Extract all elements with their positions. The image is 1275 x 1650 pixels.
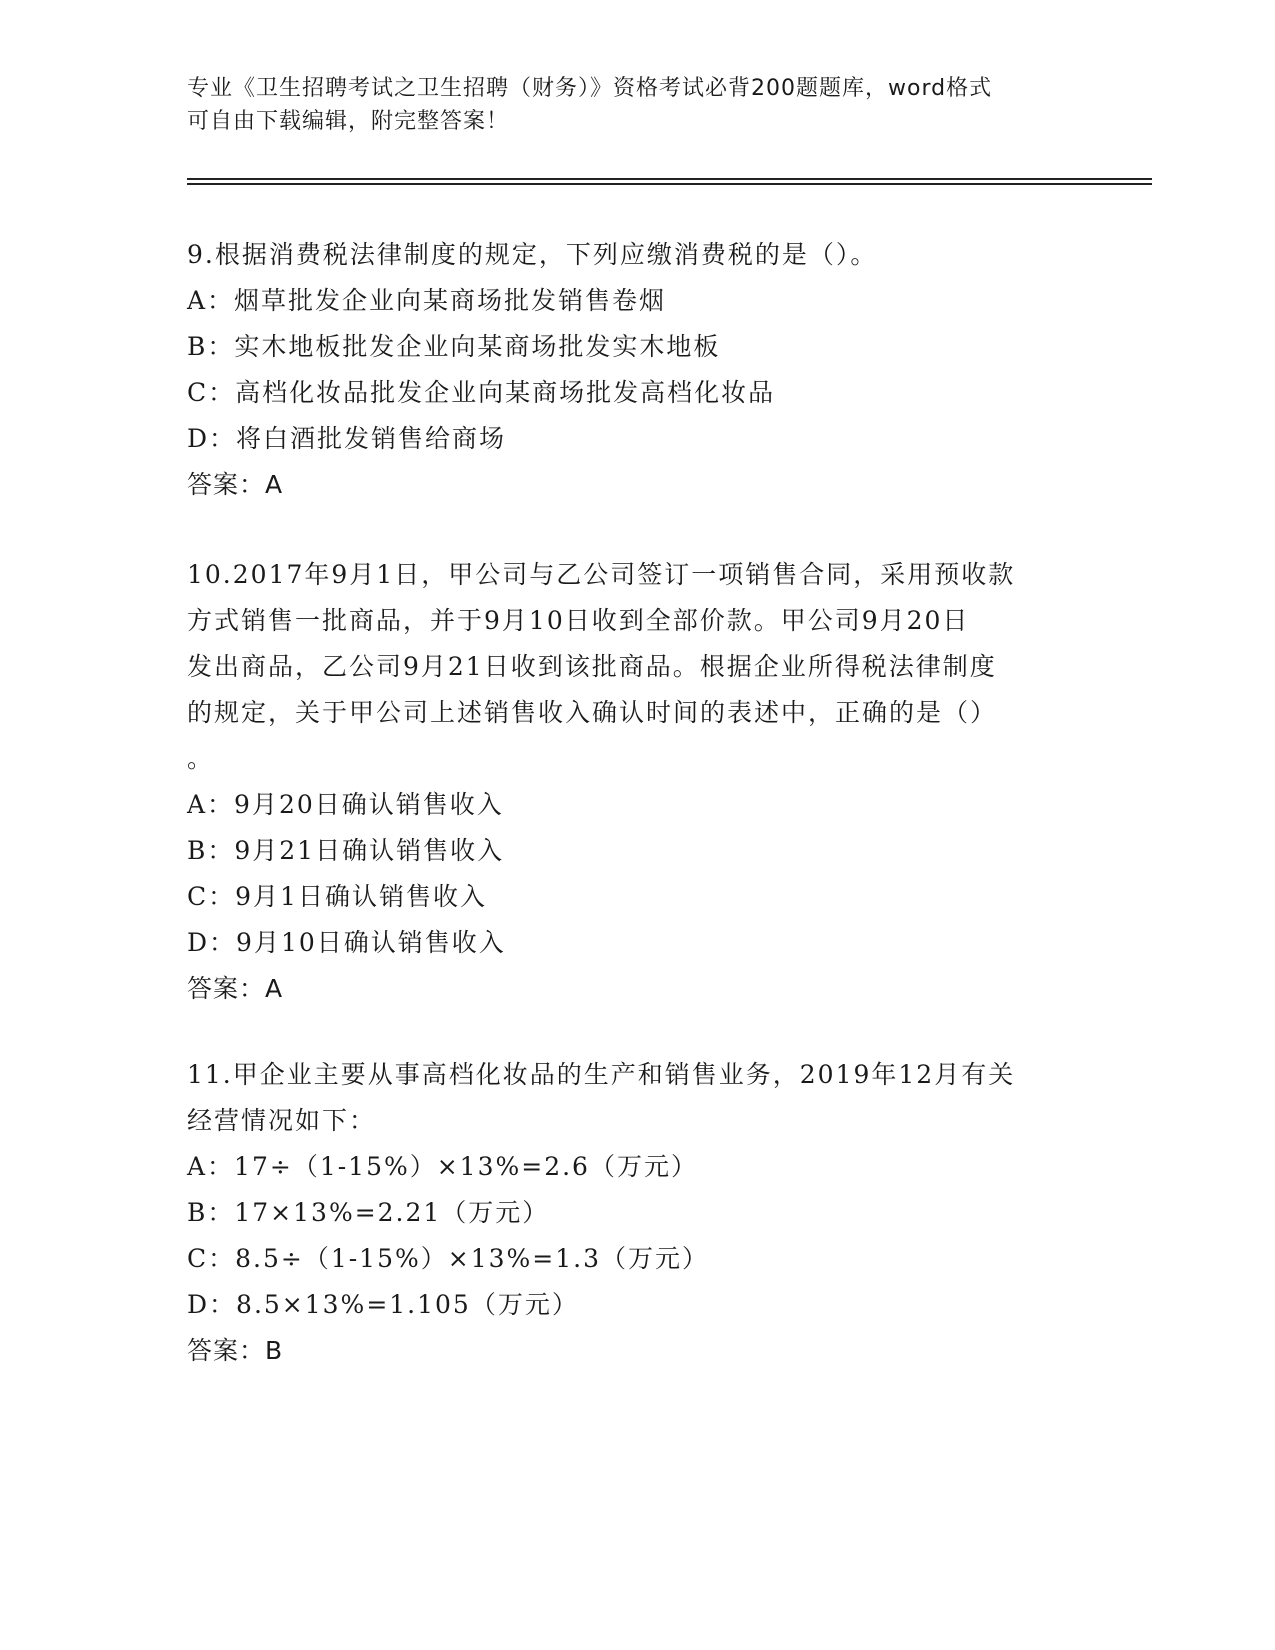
answer: 答案：A	[187, 974, 284, 1003]
question-text-line-2: 方式销售一批商品，并于9月10日收到全部价款。甲公司9月20日	[187, 606, 970, 635]
option-b: B：17×13%=2.21（万元）	[187, 1198, 550, 1227]
option-c: C：高档化妆品批发企业向某商场批发高档化妆品	[187, 378, 776, 407]
header-divider-bottom	[187, 183, 1152, 185]
option-a: A：烟草批发企业向某商场批发销售卷烟	[187, 286, 667, 315]
option-a: A：9月20日确认销售收入	[187, 790, 504, 819]
answer: 答案：B	[187, 1336, 284, 1365]
option-b: B：9月21日确认销售收入	[187, 836, 505, 865]
question-text-line-5: 。	[187, 744, 215, 773]
option-b: B：实木地板批发企业向某商场批发实木地板	[187, 332, 721, 361]
question-text-line-2: 经营情况如下：	[187, 1106, 377, 1135]
question-text-line-4: 的规定，关于甲公司上述销售收入确认时间的表述中，正确的是（）	[187, 698, 998, 727]
header-line-2: 可自由下载编辑，附完整答案！	[187, 109, 510, 134]
option-d: D：8.5×13%=1.105（万元）	[187, 1290, 579, 1319]
question-9	[187, 232, 1087, 508]
option-d: D：将白酒批发销售给商场	[187, 424, 507, 453]
option-c: C：9月1日确认销售收入	[187, 882, 487, 911]
header-divider-top	[187, 178, 1152, 180]
document-header	[187, 72, 1067, 138]
option-a: A：17÷（1-15%）×13%=2.6（万元）	[187, 1152, 698, 1181]
option-c: C：8.5÷（1-15%）×13%=1.3（万元）	[187, 1244, 709, 1273]
question-text: 9.根据消费税法律制度的规定，下列应缴消费税的是（）。	[187, 240, 878, 269]
question-text-line-3: 发出商品，乙公司9月21日收到该批商品。根据企业所得税法律制度	[187, 652, 997, 681]
question-10	[187, 552, 1087, 1012]
question-text-line-1: 11.甲企业主要从事高档化妆品的生产和销售业务，2019年12月有关	[187, 1060, 1016, 1089]
question-text-line-1: 10.2017年9月1日，甲公司与乙公司签订一项销售合同，采用预收款	[187, 560, 1016, 589]
header-line-1: 专业《卫生招聘考试之卫生招聘（财务）》资格考试必背200题题库，word格式	[187, 76, 993, 101]
option-d: D：9月10日确认销售收入	[187, 928, 506, 957]
question-11	[187, 1052, 1087, 1374]
answer: 答案：A	[187, 470, 284, 499]
